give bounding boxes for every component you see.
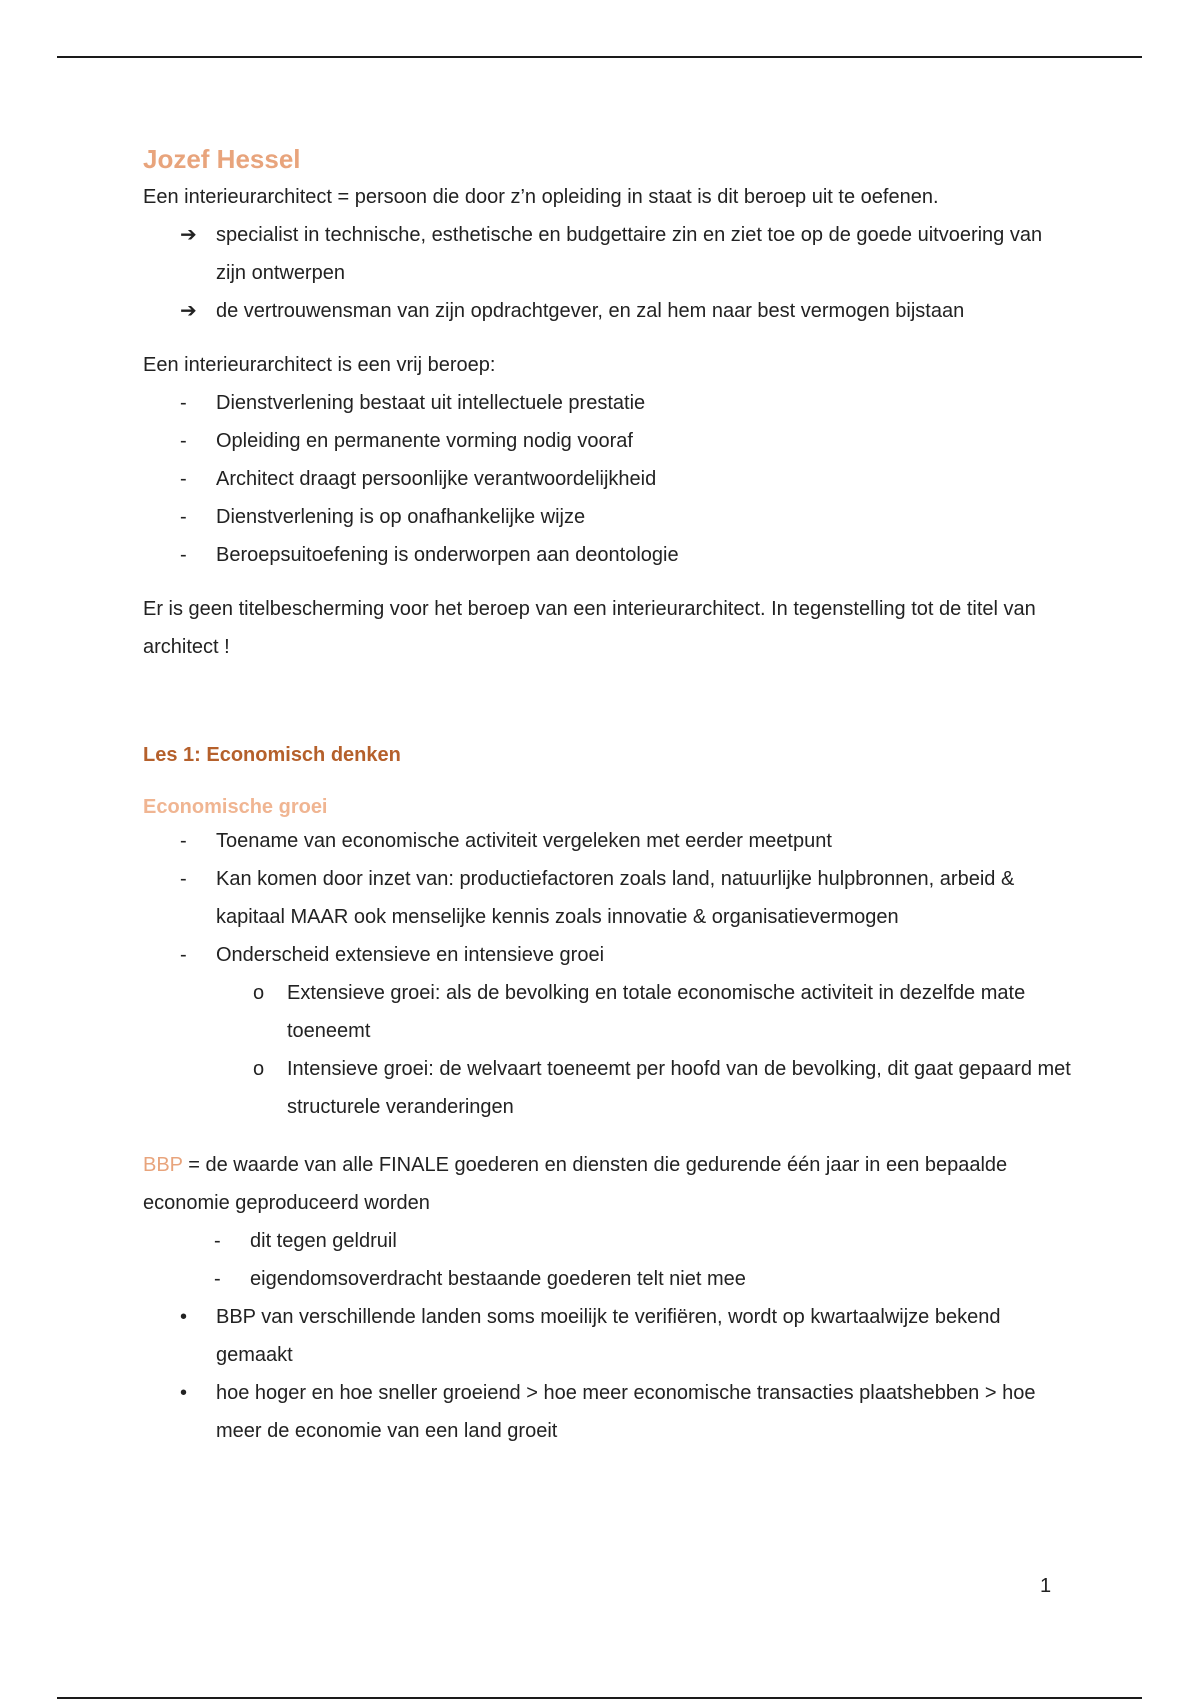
- bbp-dash-list: [143, 1222, 1073, 1298]
- circle-icon: o: [253, 1058, 265, 1080]
- list-item: - eigendomsoverdracht bestaande goederen telt niet mee: [143, 1260, 1073, 1298]
- dash-icon: -: [214, 1230, 221, 1252]
- dash-icon: -: [180, 506, 187, 528]
- dash-icon: -: [180, 392, 187, 414]
- dash-icon: -: [180, 830, 187, 852]
- list-item: - Dienstverlening bestaat uit intellectuele prestatie: [143, 384, 1073, 422]
- circle-icon: o: [253, 982, 265, 1004]
- arrow-icon: ➔: [180, 300, 197, 322]
- list-item: - Onderscheid extensieve en intensieve groei: [143, 936, 1073, 974]
- dash-icon: -: [180, 868, 187, 890]
- dash-icon: -: [180, 544, 187, 566]
- lesson-title: Les 1: Economisch denken: [143, 744, 401, 766]
- list-item: • hoe hoger en hoe sneller groeiend > hoe meer economische transacties plaatshebben > hoe meer de economie van een land groeit: [143, 1374, 1073, 1450]
- list-item: ➔ specialist in technische, esthetische en budgettaire zin en ziet toe op de goede uitvoering van zijn ontwerpen: [143, 216, 1073, 292]
- bullet-icon: •: [180, 1306, 188, 1328]
- bbp-term: BBP: [143, 1154, 183, 1176]
- bullet-icon: •: [180, 1382, 188, 1404]
- list-item: - Architect draagt persoonlijke verantwoordelijkheid: [143, 460, 1073, 498]
- list-item: - Beroepsuitoefening is onderworpen aan deontologie: [143, 536, 1073, 574]
- list-item: - Kan komen door inzet van: productiefactoren zoals land, natuurlijke hulpbronnen, arbeid & kapitaal MAAR ook menselijke kennis zoals innovatie & organisatievermogen: [143, 860, 1073, 936]
- list-item: - Dienstverlening is op onafhankelijke wijze: [143, 498, 1073, 536]
- dash-icon: -: [180, 430, 187, 452]
- list-item: - dit tegen geldruil: [143, 1222, 1073, 1260]
- document-page: [143, 140, 1073, 1450]
- dash-icon: -: [214, 1268, 221, 1290]
- list-item: - Opleiding en permanente vorming nodig vooraf: [143, 422, 1073, 460]
- page-number: 1: [1040, 1575, 1052, 1597]
- free-profession-lead: Een interieurarchitect is een vrij beroep:: [143, 354, 496, 376]
- growth-list: [143, 822, 1073, 974]
- list-item: o Extensieve groei: als de bevolking en totale economische activiteit in dezelfde mate toeneemt: [143, 974, 1073, 1050]
- dash-icon: -: [180, 468, 187, 490]
- arrow-list: [143, 216, 1073, 330]
- bottom-rule: [57, 1697, 1142, 1699]
- free-profession-list: [143, 384, 1073, 574]
- dash-icon: -: [180, 944, 187, 966]
- bbp-definition: BBP = de waarde van alle FINALE goederen en diensten die gedurende één jaar in een bepaalde economie geproduceerd worden: [143, 1154, 1008, 1214]
- title-protection-text: Er is geen titelbescherming voor het beroep van een interieurarchitect. In tegenstelling tot de titel van architect !: [143, 598, 1036, 658]
- top-rule: [57, 56, 1142, 58]
- arrow-icon: ➔: [180, 224, 197, 246]
- list-item: ➔ de vertrouwensman van zijn opdrachtgever, en zal hem naar best vermogen bijstaan: [143, 292, 1073, 330]
- list-item: • BBP van verschillende landen soms moeilijk te verifiëren, wordt op kwartaalwijze bekend gemaakt: [143, 1298, 1073, 1374]
- growth-sub-list: [143, 974, 1073, 1126]
- section-title: Economische groei: [143, 796, 328, 818]
- list-item: - Toename van economische activiteit vergeleken met eerder meetpunt: [143, 822, 1073, 860]
- author-name: Jozef Hessel: [143, 144, 301, 174]
- list-item: o Intensieve groei: de welvaart toeneemt per hoofd van de bevolking, dit gaat gepaard met structurele veranderingen: [143, 1050, 1073, 1126]
- definition-text: Een interieurarchitect = persoon die door z’n opleiding in staat is dit beroep uit te oefenen.: [143, 186, 939, 208]
- bbp-bullet-list: [143, 1298, 1073, 1450]
